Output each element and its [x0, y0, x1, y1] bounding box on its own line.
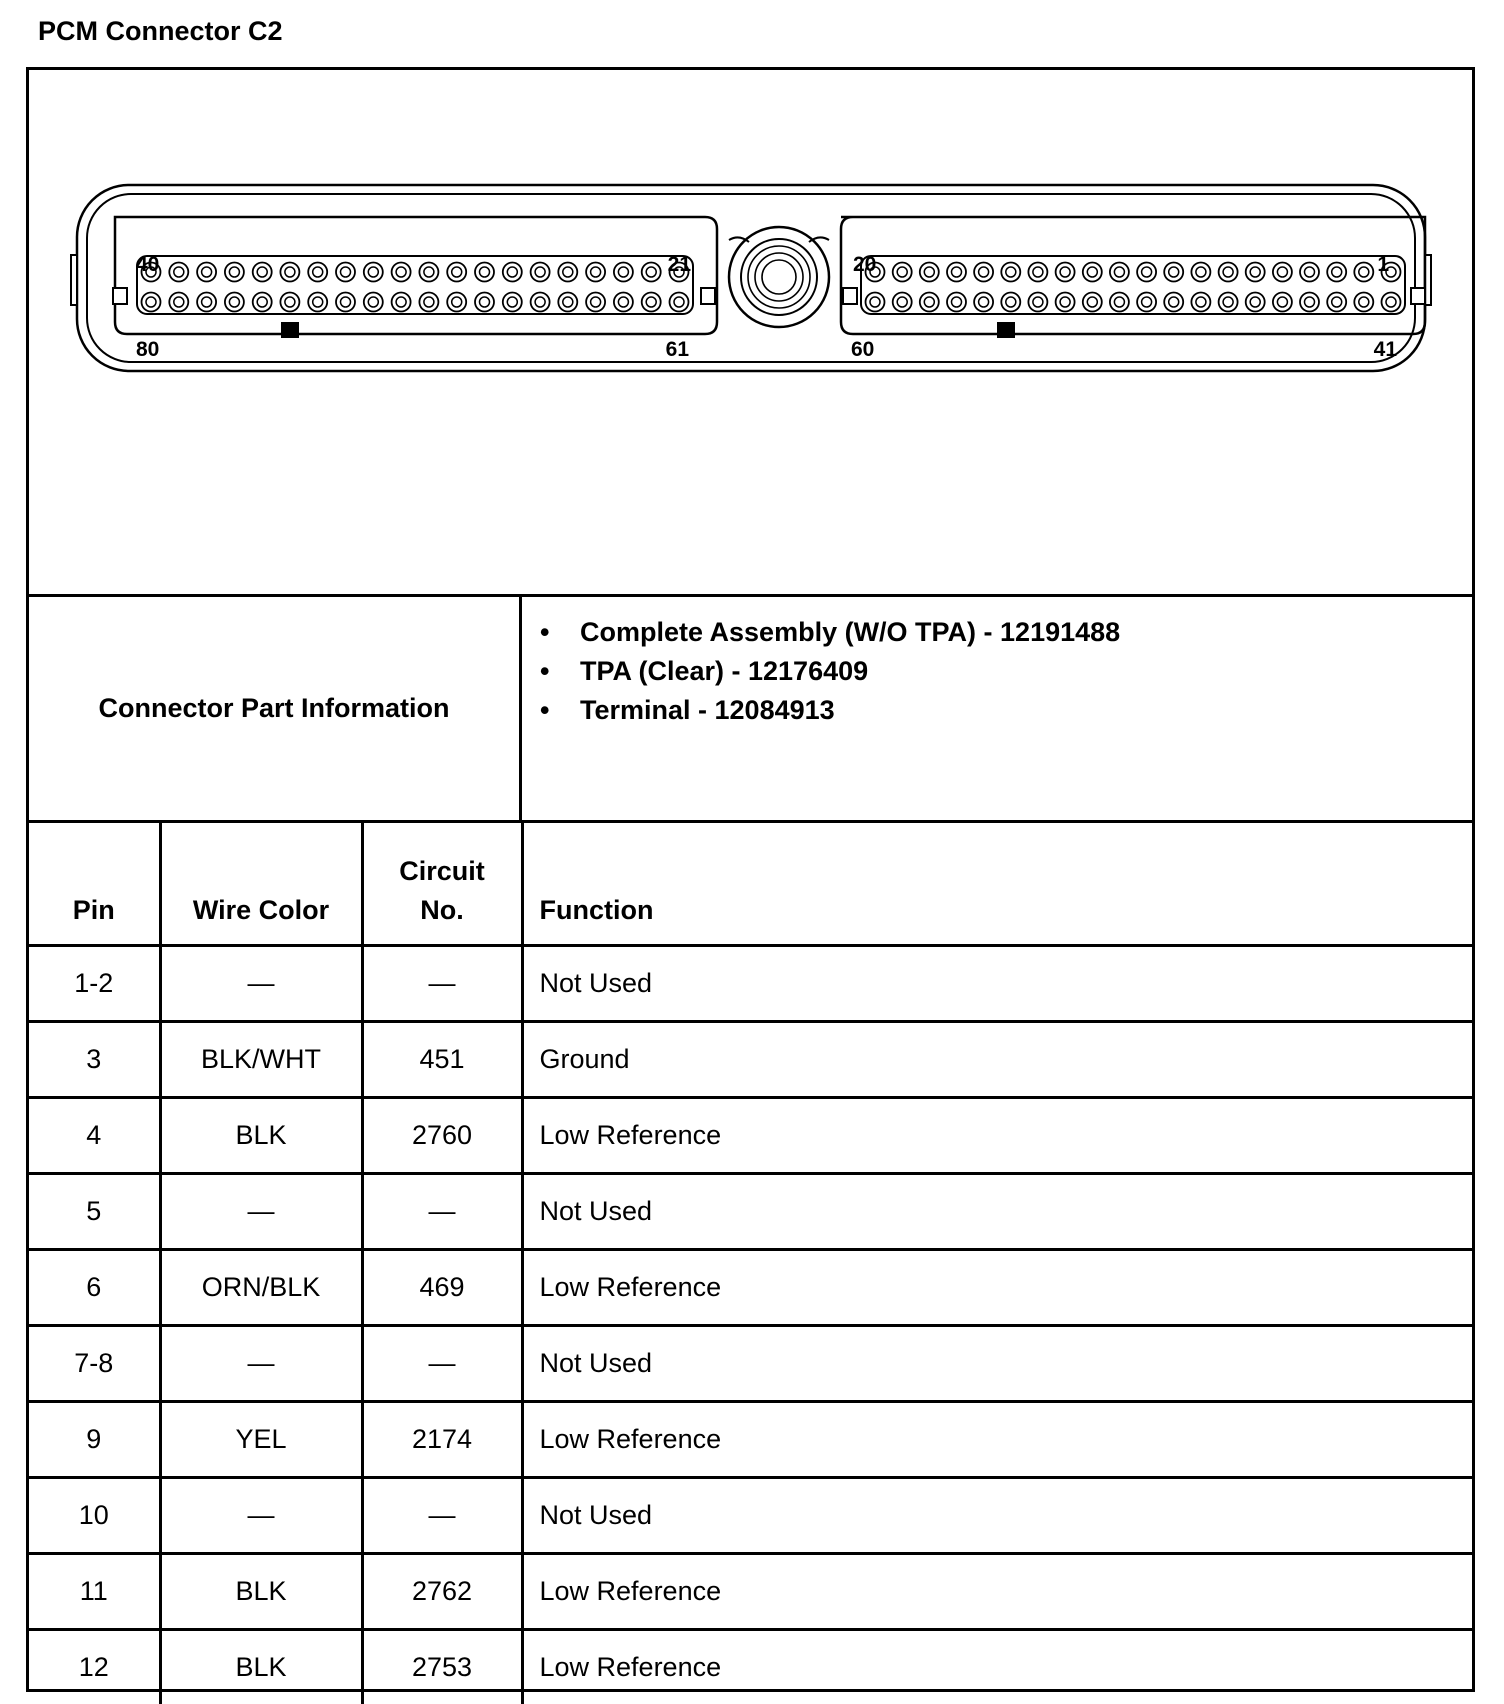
- pin-cavity-terminal: [618, 297, 628, 307]
- pin-cavity: [1056, 293, 1075, 312]
- pin-cavity: [1001, 263, 1020, 282]
- table-row: [29, 1630, 1472, 1704]
- function-cell: Low Reference: [522, 1098, 1472, 1174]
- pin-cavity-terminal: [1305, 267, 1315, 277]
- pin-cavity-terminal: [452, 297, 462, 307]
- pin-cavity-terminal: [1087, 297, 1097, 307]
- right-polarization-mark: [997, 322, 1015, 338]
- pin-cavity-terminal: [146, 297, 156, 307]
- connector-shell-outer: [77, 185, 1425, 371]
- table-row: [29, 1326, 1472, 1402]
- left-pin-block: [137, 256, 693, 314]
- function-cell: Not Used: [522, 1326, 1472, 1402]
- circuit-cell: 2760: [362, 1098, 522, 1174]
- pin-cavity-terminal: [1386, 297, 1396, 307]
- pin-cavity-terminal: [563, 297, 573, 307]
- pin-cavity-terminal: [979, 267, 989, 277]
- pin-cavity: [475, 293, 494, 312]
- wire-color-cell: —: [160, 1174, 362, 1250]
- pin-cavity: [1354, 293, 1373, 312]
- pin-cavity-terminal: [1006, 267, 1016, 277]
- pin-cavity: [197, 263, 216, 282]
- pin-label-80: 80: [136, 338, 159, 361]
- connector-part-information: [29, 597, 1472, 823]
- circuit-cell: —: [362, 1478, 522, 1554]
- pin-cavity: [947, 293, 966, 312]
- pin-cell: 10: [29, 1478, 160, 1554]
- pin-cavity-terminal: [285, 297, 295, 307]
- center-right-key-square: [843, 288, 857, 304]
- pin-cavity: [1191, 263, 1210, 282]
- function-cell: Low Reference: [522, 1402, 1472, 1478]
- pin-cell: 6: [29, 1250, 160, 1326]
- pin-cavity: [280, 293, 299, 312]
- center-bolt-boss: [729, 227, 829, 327]
- pin-cavity: [253, 293, 272, 312]
- function-cell: Low Reference: [522, 1250, 1472, 1326]
- pin-cavity: [475, 263, 494, 282]
- pin-cavity-terminal: [1142, 297, 1152, 307]
- pin-cavity-terminal: [424, 297, 434, 307]
- pin-cavity-terminal: [285, 267, 295, 277]
- pin-cavity: [1300, 263, 1319, 282]
- pin-cavity-terminal: [1250, 267, 1260, 277]
- pin-cavity: [614, 263, 633, 282]
- pin-cavity-terminal: [341, 297, 351, 307]
- circuit-cell: 469: [362, 1250, 522, 1326]
- pin-cavity: [1110, 263, 1129, 282]
- connector-sheet: [26, 67, 1475, 1692]
- pin-cavity-terminal: [1033, 297, 1043, 307]
- connector-face-diagram: [29, 70, 1472, 594]
- pin-cell: 5: [29, 1174, 160, 1250]
- table-row: [29, 1250, 1472, 1326]
- pin-label-21: 21: [668, 253, 692, 276]
- pin-cavity: [1273, 293, 1292, 312]
- pin-cavity-terminal: [952, 297, 962, 307]
- pin-cavity: [531, 263, 550, 282]
- pin-cavity: [586, 263, 605, 282]
- pin-cavity-terminal: [507, 297, 517, 307]
- function-cell: Not Used: [522, 946, 1472, 1022]
- pin-label-41: 41: [1374, 338, 1398, 361]
- pin-cavity: [1219, 263, 1238, 282]
- pin-cavity: [1300, 293, 1319, 312]
- header-function: Function: [522, 823, 1472, 946]
- pin-cavity-terminal: [1142, 267, 1152, 277]
- pin-label-61: 61: [666, 338, 690, 361]
- pin-cavity: [503, 263, 522, 282]
- pin-cavity: [642, 263, 661, 282]
- pin-cavity: [1164, 263, 1183, 282]
- pin-cavity: [169, 293, 188, 312]
- function-cell: Low Reference: [522, 1630, 1472, 1704]
- pin-cavity: [253, 263, 272, 282]
- pin-cavity: [280, 263, 299, 282]
- table-row: [29, 1554, 1472, 1630]
- pin-cavity-terminal: [591, 267, 601, 277]
- pin-label-20: 20: [853, 253, 876, 276]
- bullet-icon: •: [540, 652, 549, 691]
- pin-cavity: [419, 263, 438, 282]
- pin-cavity-terminal: [229, 297, 239, 307]
- pin-cavity: [893, 293, 912, 312]
- connector-pin-cavities: [142, 263, 1401, 312]
- pin-cavity-terminal: [897, 267, 907, 277]
- wire-color-cell: —: [160, 946, 362, 1022]
- pin-cavity: [1001, 293, 1020, 312]
- pin-cavity: [1219, 293, 1238, 312]
- pin-cavity-terminal: [618, 267, 628, 277]
- pin-cavity: [336, 293, 355, 312]
- table-row: [29, 1402, 1472, 1478]
- circuit-cell: 2753: [362, 1630, 522, 1704]
- pin-cavity-terminal: [202, 267, 212, 277]
- pin-cavity: [920, 293, 939, 312]
- pin-cavity: [1327, 263, 1346, 282]
- circuit-cell: —: [362, 1326, 522, 1402]
- pin-cavity-terminal: [480, 297, 490, 307]
- pin-cavity-terminal: [257, 267, 267, 277]
- pin-cavity-terminal: [1006, 297, 1016, 307]
- bullet-icon: •: [540, 691, 549, 730]
- pin-cell: 3: [29, 1022, 160, 1098]
- pin-cavity-terminal: [1114, 267, 1124, 277]
- pin-cavity: [531, 293, 550, 312]
- pin-cavity: [503, 293, 522, 312]
- pin-cavity-terminal: [1060, 267, 1070, 277]
- function-cell: Not Used: [522, 1174, 1472, 1250]
- pin-cavity-terminal: [1114, 297, 1124, 307]
- pin-cell: 9: [29, 1402, 160, 1478]
- pin-cavity: [392, 293, 411, 312]
- wire-color-cell: —: [160, 1478, 362, 1554]
- center-left-key-square: [701, 288, 715, 304]
- header-wire-color: Wire Color: [160, 823, 362, 946]
- pin-cavity-terminal: [870, 297, 880, 307]
- pin-cavity-terminal: [368, 297, 378, 307]
- table-row: [29, 1022, 1472, 1098]
- pin-cavity-terminal: [174, 297, 184, 307]
- pin-cavity: [1137, 293, 1156, 312]
- page-title: PCM Connector C2: [38, 12, 283, 50]
- pin-cavity-terminal: [924, 267, 934, 277]
- pin-cavity: [308, 293, 327, 312]
- header-circuit-no: Circuit No.: [362, 823, 522, 946]
- pin-cavity-terminal: [591, 297, 601, 307]
- pin-cavity-terminal: [396, 297, 406, 307]
- part-info-item: • TPA (Clear) - 12176409: [522, 652, 1472, 691]
- pin-cavity-terminal: [535, 297, 545, 307]
- table-header-row: [29, 823, 1472, 946]
- pinout-table: [29, 823, 1472, 1704]
- pin-cavity: [447, 293, 466, 312]
- pin-cavity-terminal: [202, 297, 212, 307]
- pin-cavity: [974, 293, 993, 312]
- pin-cavity: [1273, 263, 1292, 282]
- pin-cavity-terminal: [424, 267, 434, 277]
- part-info-label: Connector Part Information: [29, 597, 522, 820]
- circuit-cell: 2762: [362, 1554, 522, 1630]
- pin-cavity-terminal: [1332, 297, 1342, 307]
- pin-cavity: [558, 263, 577, 282]
- pin-cavity-terminal: [897, 297, 907, 307]
- bullet-icon: •: [540, 613, 549, 652]
- pin-cavity: [947, 263, 966, 282]
- pin-cavity-terminal: [396, 267, 406, 277]
- pin-cavity-terminal: [1223, 267, 1233, 277]
- pin-label-1: 1: [1377, 253, 1389, 276]
- pin-cavity: [169, 263, 188, 282]
- pin-cavity: [1246, 293, 1265, 312]
- pin-cavity: [1083, 293, 1102, 312]
- circuit-cell: 451: [362, 1022, 522, 1098]
- pin-cavity: [392, 263, 411, 282]
- part-info-item: • Complete Assembly (W/O TPA) - 12191488: [522, 613, 1472, 652]
- wire-color-cell: BLK: [160, 1098, 362, 1174]
- pin-cavity: [225, 293, 244, 312]
- pin-cavity-terminal: [1196, 297, 1206, 307]
- pin-cavity-terminal: [1087, 267, 1097, 277]
- wire-color-cell: BLK/WHT: [160, 1022, 362, 1098]
- pin-cavity: [419, 293, 438, 312]
- pin-cavity: [447, 263, 466, 282]
- pin-cavity-terminal: [646, 267, 656, 277]
- pin-cavity-terminal: [952, 267, 962, 277]
- circuit-cell: 2174: [362, 1402, 522, 1478]
- pin-cavity: [1083, 263, 1102, 282]
- pin-cavity: [1028, 263, 1047, 282]
- pin-cavity-terminal: [341, 267, 351, 277]
- wire-color-cell: —: [160, 1326, 362, 1402]
- pin-cavity: [586, 293, 605, 312]
- pin-cavity-terminal: [979, 297, 989, 307]
- left-polarization-mark: [281, 322, 299, 338]
- function-cell: Low Reference: [522, 1554, 1472, 1630]
- pin-cavity-terminal: [1169, 297, 1179, 307]
- pin-cavity-terminal: [480, 267, 490, 277]
- pin-cavity-terminal: [1250, 297, 1260, 307]
- pin-cavity: [225, 263, 244, 282]
- pin-cavity: [1028, 293, 1047, 312]
- pin-cavity-terminal: [1033, 267, 1043, 277]
- pin-cavity: [336, 263, 355, 282]
- pin-cavity: [364, 263, 383, 282]
- table-row: [29, 1478, 1472, 1554]
- pin-cavity-terminal: [924, 297, 934, 307]
- pin-cavity-terminal: [646, 297, 656, 307]
- part-info-list: [522, 597, 1472, 836]
- circuit-cell: —: [362, 1174, 522, 1250]
- wire-color-cell: YEL: [160, 1402, 362, 1478]
- pin-cavity-terminal: [229, 267, 239, 277]
- table-row: [29, 946, 1472, 1022]
- pin-label-60: 60: [851, 338, 874, 361]
- pin-cavity-terminal: [1196, 267, 1206, 277]
- circuit-cell: —: [362, 946, 522, 1022]
- part-info-item: • Terminal - 12084913: [522, 691, 1472, 730]
- wire-color-cell: BLK: [160, 1630, 362, 1704]
- pin-cavity: [974, 263, 993, 282]
- pin-label-40: 40: [136, 253, 159, 276]
- wire-color-cell: BLK: [160, 1554, 362, 1630]
- function-cell: Ground: [522, 1022, 1472, 1098]
- pin-cavity-terminal: [257, 297, 267, 307]
- pin-cavity: [558, 293, 577, 312]
- pin-cell: 4: [29, 1098, 160, 1174]
- pin-cavity-terminal: [535, 267, 545, 277]
- connector-figure: [29, 70, 1472, 597]
- pin-cavity: [308, 263, 327, 282]
- pin-cavity: [1056, 263, 1075, 282]
- pin-cavity-terminal: [1277, 267, 1287, 277]
- function-cell: Not Used: [522, 1478, 1472, 1554]
- header-pin: Pin: [29, 823, 160, 946]
- pin-cavity-terminal: [674, 297, 684, 307]
- left-key-square: [113, 288, 127, 304]
- right-cavity-housing: [841, 217, 1425, 334]
- pin-cavity: [142, 293, 161, 312]
- pin-cavity: [920, 263, 939, 282]
- pin-cavity-terminal: [452, 267, 462, 277]
- left-latch-tab: [71, 255, 77, 305]
- pin-cavity-terminal: [563, 267, 573, 277]
- pin-cavity: [614, 293, 633, 312]
- right-key-square: [1411, 288, 1425, 304]
- pin-cavity-terminal: [1223, 297, 1233, 307]
- pin-cavity: [1164, 293, 1183, 312]
- pin-cavity-terminal: [1305, 297, 1315, 307]
- pin-cell: 11: [29, 1554, 160, 1630]
- pin-cavity-terminal: [1332, 267, 1342, 277]
- pin-cavity-terminal: [1359, 267, 1369, 277]
- pin-cavity-terminal: [1169, 267, 1179, 277]
- pin-cavity: [1137, 263, 1156, 282]
- pin-cavity-terminal: [1060, 297, 1070, 307]
- pin-cavity: [1327, 293, 1346, 312]
- pin-cell: 12: [29, 1630, 160, 1704]
- pin-cavity: [364, 293, 383, 312]
- pin-cavity: [1382, 293, 1401, 312]
- pin-cavity: [893, 263, 912, 282]
- pin-cavity-terminal: [1277, 297, 1287, 307]
- pin-cavity-terminal: [1359, 297, 1369, 307]
- table-row: [29, 1098, 1472, 1174]
- table-row: [29, 1174, 1472, 1250]
- pin-cavity: [197, 293, 216, 312]
- pin-cavity: [642, 293, 661, 312]
- pin-cell: 1-2: [29, 946, 160, 1022]
- pin-cavity-terminal: [368, 267, 378, 277]
- pin-cell: 7-8: [29, 1326, 160, 1402]
- pin-cavity: [1191, 293, 1210, 312]
- pin-cavity-terminal: [313, 297, 323, 307]
- pin-cavity: [1110, 293, 1129, 312]
- wire-color-cell: ORN/BLK: [160, 1250, 362, 1326]
- pin-cavity-terminal: [313, 267, 323, 277]
- pin-cavity: [866, 293, 885, 312]
- pin-cavity-terminal: [507, 267, 517, 277]
- pin-cavity: [1246, 263, 1265, 282]
- right-pin-block: [861, 256, 1405, 314]
- pin-cavity: [1354, 263, 1373, 282]
- pin-cavity: [670, 293, 689, 312]
- pin-cavity-terminal: [174, 267, 184, 277]
